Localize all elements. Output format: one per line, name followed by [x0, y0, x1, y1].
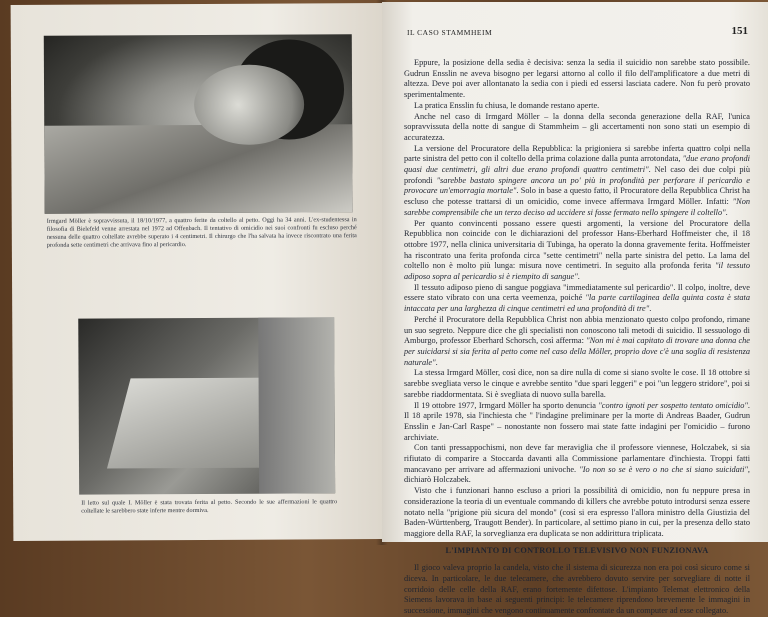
- photo-caption-2: Il letto sul quale I. Möller è stata trovata ferita al petto. Secondo le sue affermazioni le quattro coltellate le sarebbero state inferte mentre dormiva.: [81, 498, 338, 515]
- photo-sheet: [44, 124, 352, 214]
- text-run: , dichiarò Holczabek.: [404, 464, 750, 485]
- text-run: Visto che i funzionari hanno escluso a priori la possibilità di omicidio, non fu neppure presa in considerazione la teoria di un eventuale commando di killers che avrebbe potuto introdursi senza essere notato nella "prigione più sicura del mondo" (così si era espresso l'allora ministro della Giustizia del Baden-Württenberg, Traugott Bender). In particolare, al settimo piano in cui, per la presenza dello stato maggiore della RAF, la sorveglianza era duplicata se non addirittura triplicata.: [404, 486, 750, 538]
- text-run: .: [649, 304, 652, 314]
- paragraph: [404, 443, 750, 486]
- text-run: La stessa Irmgard Möller, così dice, non sa dire nulla di come si siano svolte le cose. Il 18 ottobre si sarebbe svegliata verso le cinque e avrebbe sentito "due spari leggeri" e poi "un leggero stridore", poi si sarebbe riaddormentata. Si è svegliata di nuovo sulla barella.: [404, 368, 750, 399]
- paragraph: [404, 563, 750, 617]
- text-run: Eppure, la posizione della sedia è decisiva: senza la sedia il suicidio non sarebbe stato possibile. Gudrun Ensslin ne aveva bisogno per legarsi attorno al collo il filo dell'amplificatore a due metri di altezza. Deve poi aver allontanato la sedia con i piedi ed essersi lasciata cadere. Non fu però provato sperimentalmente.: [404, 58, 750, 100]
- left-page: [11, 3, 386, 541]
- italic-quote: "due erano profondi quasi due centimetri, gli altri due erano profondi quattro centimetri": [404, 154, 750, 175]
- photo-caption-1: Irmgard Möller è sopravvissuta, il 18/10/1977, a quattro ferite da coltello al petto. Oggi ha 34 anni. L'ex-studentessa in filosofia di Bielefeld venne arrestata nel 1972 ad Offenbach. Il tentativo di omicidio nei suoi confronti fu escluso perché nessuna delle quattro coltellate avrebbe superato i 4 centimetri. Il chirurgo che l'ha salvata ha invece riscontrato una ferita profonda sette centimetri che arrivava fino al pericardio.: [46, 216, 357, 249]
- italic-quote: "Non mi è mai capitato di trovare una donna che per suicidarsi si sia ferita al petto come nel caso della Möller, proprio dove c'è una soglia di resistenza naturale": [404, 336, 750, 367]
- page-number: 151: [731, 25, 748, 37]
- right-page: [382, 2, 768, 616]
- paragraph: [404, 112, 750, 144]
- text-run: La versione del Procuratore della Repubblica: la prigioniera si sarebbe inferta quattro colpi nella parte sinistra del petto con il coltello della prima colazione dalla punta arrotondata,: [404, 143, 750, 164]
- text-run: Il tessuto adiposo pieno di sangue poggiava "immediatamente sul pericardio". Il colpo, inoltre, deve essere stato vibrato con una certa veemenza, poiché: [404, 282, 750, 303]
- italic-quote: "Io non so se è vero o no che si siano suicidati": [579, 464, 748, 474]
- paragraph: [404, 101, 750, 112]
- text-run: La pratica Ensslin fu chiusa, le domande restano aperte.: [414, 100, 600, 110]
- paragraph: [404, 368, 750, 400]
- text-run: . Solo in base a questo fatto, il Procuratore della Repubblica Christ ha escluso che potesse trattarsi di un omicidio, come invece affermava Irmgard Möller. Infatti:: [404, 186, 750, 207]
- text-run: Anche nel caso di Irmgard Möller – la donna della seconda generazione della RAF, l'unica sopravvissuta della notte di sangue di Stammheim – gli accertamenti non sono stati un esempio di accuratezza.: [404, 111, 750, 142]
- text-run: .: [435, 357, 438, 367]
- running-head: IL CASO STAMMHEIM: [407, 28, 493, 37]
- text-run: . Nel caso dei due colpi più profondi: [404, 165, 750, 185]
- text-run: Con tanti pressappochismi, non deve far meraviglia che il professore viennese, Holczabek, si sia rifiutato di comparire a Stoccarda davanti alla Commissione parlamentare d'inchiesta. Troppi fatti mancavano per arrivare ad affermazioni univoche.: [404, 443, 750, 474]
- text-run: .: [725, 207, 728, 217]
- italic-quote: "Non sarebbe comprensibile che un terzo deciso ad uccidere si fosse fermato nello spingere il coltello": [404, 197, 750, 217]
- paragraph: [404, 283, 750, 315]
- italic-quote: "sarebbe bastato spingere ancora un po' più in profondità per perforare il pericardio e provocare un'emorragia mortale": [404, 175, 750, 196]
- italic-quote: "il tessuto adiposo sopra al pericardio si è riempito di sangue": [404, 261, 750, 282]
- paragraph: [404, 58, 750, 101]
- body-text: [404, 58, 750, 617]
- italic-quote: "la parte cartilaginea della quinta costa è stata intaccata per una larghezza di cinque centimetri ed una profondità di tre": [404, 293, 751, 314]
- italic-quote: "contro ignoti per sospetto tentato omicidio": [598, 400, 748, 410]
- paragraph: [404, 144, 750, 219]
- text-run: Per quanto convincenti possano essere questi argomenti, la versione del Procuratore della Repubblica non coincide con le dichiarazioni del professor Hans-Eberhard Hoffmeister che, il 18 ottobre 1977, nella clinica universitaria di Tubinga, ha operato la donna gravemente ferita. Hoffmeister ha riscontrato una ferita profonda circa "sette centimetri" nella parte sinistra del petto. La lama del coltello non è molto più lunga: misura nove centimetri. In seguito alla profonda ferita: [404, 218, 750, 271]
- paragraph: [404, 315, 750, 369]
- paragraph: [404, 219, 750, 283]
- paragraph: [404, 486, 750, 540]
- text-run: Perché il Procuratore della Repubblica Christ non abbia menzionato questo colpo profondo, rimane un suo segreto. Neppure dice che gli specialisti non conoscono tali metodi di suicidio. Il sessuologo di Amburgo, professor Eberhard Schorsch, così afferma:: [404, 314, 750, 346]
- text-run: Il 19 ottobre 1977, Irmgard Möller ha sporto denuncia: [414, 400, 599, 410]
- photo-irmgard-moller: [44, 34, 353, 214]
- section-heading: L'IMPIANTO DI CONTROLLO TELEVISIVO NON FUNZIONAVA: [445, 545, 709, 555]
- photo-cell-bed: [78, 317, 335, 494]
- paragraphs-before: [404, 58, 750, 540]
- text-run: Il gioco valeva proprio la candela, visto che il sistema di sicurezza non era poi così sicuro come si diceva. In particolare, le due telecamere, che avrebbero dovuto servire per sorvegliare di notte il corridoio delle celle della RAF, erano fortemente difettose. L'impianto Telemat elettronico della Siemens lavorava in base ai seguenti principi: le telecamere riprendono brevemente le immagini in successione, immagini che vengono continuamente confrontate da un computer ad esse collegato.: [404, 563, 750, 616]
- photo-wall: [258, 317, 335, 493]
- text-run: .: [577, 272, 580, 282]
- paragraph: [404, 401, 750, 444]
- text-run: . Il 18 aprile 1978, sia l'inchiesta che " l'indagine preliminare per la morte di Andreas Baader, Gudrun Ensslin e Jan-Carl Raspe" – nonostante non fossero mai state fatte indagini per l'omicidio – furono archiviate.: [404, 400, 750, 442]
- photo-face: [194, 64, 304, 145]
- paragraphs-after: [404, 563, 750, 617]
